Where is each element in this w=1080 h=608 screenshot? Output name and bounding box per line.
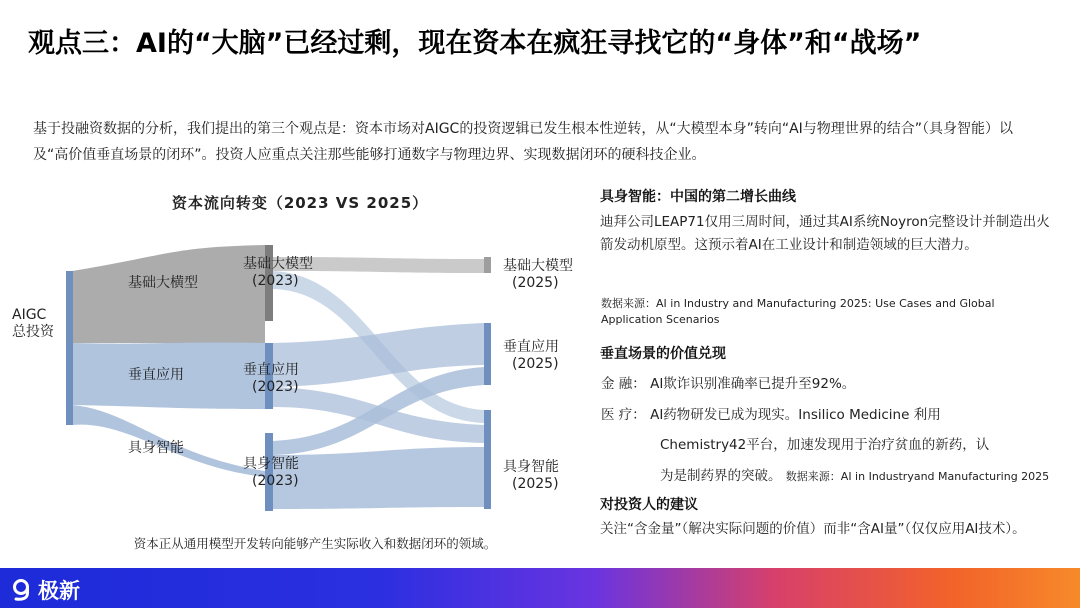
medical-line-1: 医 疗： AI药物研发已成为现实。Insilico Medicine 利用 [601, 407, 941, 423]
medical-line-3-text: 为是制药界的突破。 [660, 468, 782, 484]
label-right-vertical: 垂直应用 [503, 339, 559, 355]
sankey-diagram [0, 215, 600, 525]
section-embodied-title: 具身智能：中国的第二增长曲线 [600, 189, 796, 205]
label-mid-vertical: 垂直应用 [243, 362, 299, 378]
label-mid-embodied: 具身智能 [243, 456, 299, 472]
section-embodied-body: 迪拜公司LEAP71仅用三周时间，通过其AI系统Noyron完整设计并制造出火箭发动机原型。这预示着AI在工业设计和制造领域的巨大潜力。 [600, 214, 1050, 253]
footer-bar [0, 568, 1080, 608]
brand-logo [10, 575, 80, 605]
label-mid-foundation-year: (2023) [252, 273, 299, 289]
label-branch-embodied: 具身智能 [128, 440, 184, 456]
label-mid-embodied-year: (2023) [252, 473, 299, 489]
intro-paragraph: 基于投融资数据的分析，我们提出的第三个观点是：资本市场对AIGC的投资逻辑已发生根本性逆转，从“大模型本身”转向“AI与物理世界的结合”（具身智能）以及“高价值垂直场景的闭环”。投资人应重点关注那些能够打通数字与物理边界、实现数据闭环的硬科技企业。 [33, 121, 1014, 163]
diagram-title: 资本流向转变（2023 VS 2025） [171, 194, 429, 212]
brand-name: 极新 [38, 579, 80, 603]
node-vertical-2025 [484, 323, 491, 385]
label-right-vertical-year: (2025) [512, 356, 559, 372]
label-branch-vertical: 垂直应用 [128, 367, 184, 383]
diagram-caption: 资本正从通用模型开发转向能够产生实际收入和数据闭环的领域。 [133, 536, 497, 551]
section-advice-title: 对投资人的建议 [600, 497, 698, 513]
label-right-foundation-year: (2025) [512, 275, 559, 291]
flow-embodied-embodied [272, 447, 484, 509]
section-vertical-title: 垂直场景的价值兑现 [600, 346, 726, 362]
medical-source: 数据来源：AI in Industryand Manufacturing 2025 [785, 470, 1050, 483]
section-embodied-source: 数据来源：AI in Industry and Manufacturing 2025: Use Cases and Global Application Scenarios [601, 297, 995, 326]
label-source-line2: 总投资 [12, 324, 54, 340]
section-advice-body: 关注“含金量”（解决实际问题的价值）而非“含AI量”（仅仅应用AI技术）。 [600, 521, 1026, 537]
label-source-line1: AIGC [12, 307, 47, 323]
page-title: 观点三：AI的“大脑”已经过剩，现在资本在疯狂寻找它的“身体”和“战场” [28, 28, 922, 59]
node-foundation-2025 [484, 257, 491, 273]
finance-line: 金 融： AI欺诈识别准确率已提升至92%。 [601, 376, 856, 392]
medical-line-2: Chemistry42平台，加速发现用于治疗贫血的新药，认 [660, 437, 990, 453]
label-right-embodied-year: (2025) [512, 476, 559, 492]
label-right-embodied: 具身智能 [503, 459, 559, 475]
brand-icon [10, 578, 32, 602]
label-right-foundation: 基础大模型 [503, 258, 573, 274]
label-mid-vertical-year: (2023) [252, 379, 299, 395]
node-embodied-2025 [484, 410, 491, 509]
node-source [66, 271, 73, 425]
label-branch-foundation: 基础大横型 [128, 275, 198, 291]
medical-line-3 [660, 464, 1049, 484]
flow-source-foundation [72, 245, 265, 343]
node-embodied-2023 [265, 433, 273, 511]
label-mid-foundation: 基础大模型 [243, 256, 313, 272]
